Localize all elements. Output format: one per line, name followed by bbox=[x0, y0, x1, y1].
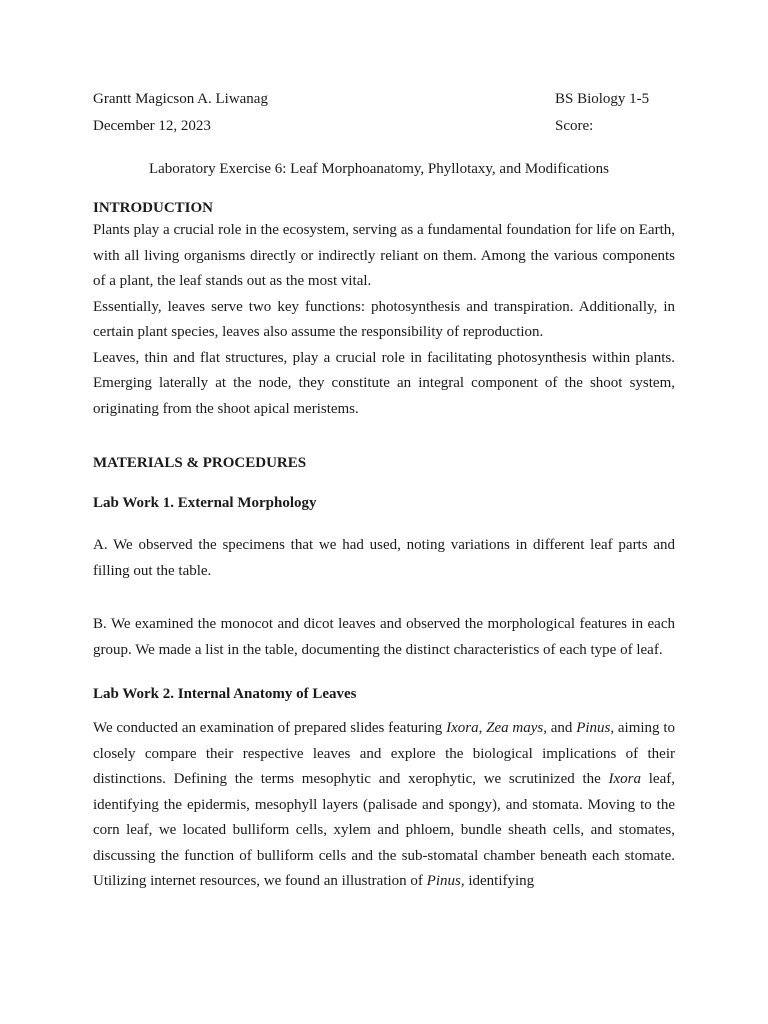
lab2-text-5: , identifying bbox=[460, 873, 535, 889]
date: December 12, 2023 bbox=[93, 118, 211, 134]
lab1-paragraph-a: A. We observed the specimens that we had used, noting variations in different leaf parts and filling out the table. bbox=[93, 537, 675, 579]
intro-paragraph-3: Leaves, thin and flat structures, play a crucial role in facilitating photosynthesis within plants. Emerging laterally at the node, they constitute an integral component of the shoot system, originating from the shoot apical meristems. bbox=[93, 349, 675, 417]
header-row-1 bbox=[93, 86, 675, 113]
species-ixora: Ixora bbox=[446, 720, 479, 736]
document-content bbox=[93, 86, 675, 895]
species-ixora-2: Ixora bbox=[608, 771, 642, 787]
score-label: Score: bbox=[555, 118, 594, 134]
materials-heading: MATERIALS & PROCEDURES bbox=[93, 455, 307, 471]
intro-paragraph-1: Plants play a crucial role in the ecosystem, serving as a fundamental foundation for life on Earth, with all living organisms directly or indirectly reliant on them. Among the various components of a plant, the leaf stands out as the most vital. bbox=[93, 222, 675, 289]
lab2-text-1: We conducted an examination of prepared slides featuring bbox=[93, 720, 447, 736]
lab2-text-2: , and bbox=[543, 720, 577, 736]
lab2-text-3: , aiming to closely compare their respective leaves and explore the biological implications of their distinctions. Defining the terms mesophytic and xerophytic, we scrutinized the bbox=[93, 720, 675, 787]
lab2-text-4: leaf, identifying the epidermis, mesophyll layers (palisade and spongy), and stomata. Moving to the corn leaf, we located bulliform cells, xylem and phloem, bundle sheath cells, and stomates, discussing the function of bulliform cells and the sub-stomatal chamber beneath each stomate. Utilizing internet resources, we found an illustration of bbox=[93, 771, 675, 889]
lab2-separator: , bbox=[478, 720, 487, 736]
lab2-paragraph bbox=[93, 716, 675, 895]
lab1-paragraph-b: B. We examined the monocot and dicot leaves and observed the morphological features in each group. We made a list in the table, documenting the distinct characteristics of each type of leaf. bbox=[93, 616, 675, 658]
author-name: Grantt Magicson A. Liwanag bbox=[93, 91, 268, 107]
program-section: BS Biology 1-5 bbox=[555, 91, 650, 107]
intro-paragraph-2: Essentially, leaves serve two key functions: photosynthesis and transpiration. Additionally, in certain plant species, leaves also assume the responsibility of reproduction. bbox=[93, 298, 675, 340]
page-title: Laboratory Exercise 6: Leaf Morphoanatomy, Phyllotaxy, and Modifications bbox=[148, 161, 609, 177]
header-row-2 bbox=[93, 113, 675, 140]
species-zea-mays: Zea mays bbox=[486, 720, 544, 736]
species-pinus: Pinus bbox=[576, 720, 611, 736]
species-pinus-2: Pinus bbox=[426, 873, 461, 889]
introduction-heading: INTRODUCTION bbox=[93, 200, 214, 216]
lab2-heading: Lab Work 2. Internal Anatomy of Leaves bbox=[93, 686, 357, 702]
lab1-heading: Lab Work 1. External Morphology bbox=[93, 495, 317, 511]
